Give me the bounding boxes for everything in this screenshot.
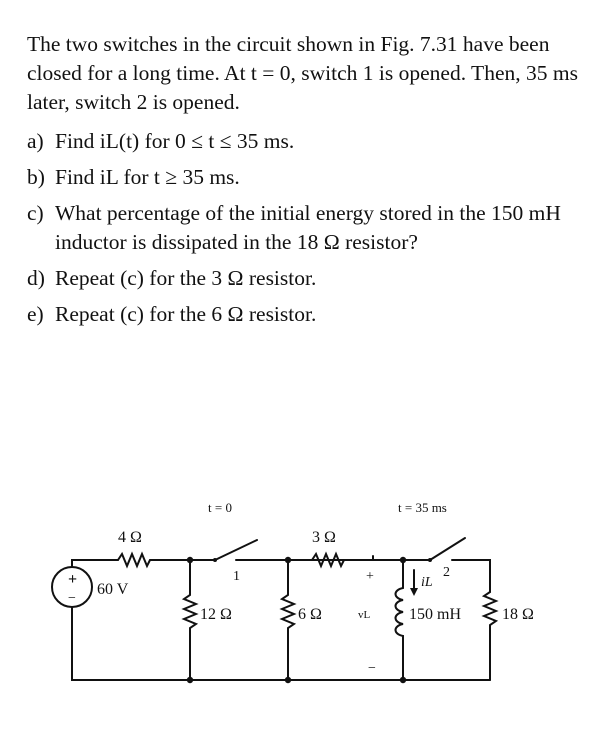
circuit-diagram <box>50 480 570 700</box>
question-c <box>27 199 592 257</box>
v-minus: − <box>368 661 376 676</box>
question-d <box>27 264 592 293</box>
question-e <box>27 300 592 329</box>
r12-label: 12 Ω <box>200 606 232 623</box>
voltage-label: vL <box>358 609 371 621</box>
source-minus: − <box>68 591 76 606</box>
node-dot <box>400 677 406 683</box>
source-label: 60 V <box>97 581 129 598</box>
question-text: Find iL(t) for 0 ≤ t ≤ 35 ms. <box>55 129 295 153</box>
resistor-12-ohm <box>184 560 196 680</box>
question-b <box>27 163 592 192</box>
r4-label: 4 Ω <box>118 529 142 546</box>
node-dot <box>400 557 406 563</box>
resistor-4-ohm <box>118 554 150 566</box>
question-label: b) <box>27 165 45 189</box>
source-plus: + <box>68 571 78 588</box>
question-list <box>27 127 592 329</box>
resistor-6-ohm <box>282 560 294 680</box>
problem-statement <box>27 30 592 336</box>
question-text: Repeat (c) for the 3 Ω resistor. <box>55 266 317 290</box>
node-dot <box>187 557 193 563</box>
switch2-number: 2 <box>443 565 450 580</box>
node-dot <box>285 677 291 683</box>
switch2-time: t = 35 ms <box>398 500 447 515</box>
inductor-150mH <box>396 588 404 680</box>
question-label: c) <box>27 201 44 225</box>
r6-label: 6 Ω <box>298 606 322 623</box>
current-arrow-head <box>410 588 418 596</box>
node-dot <box>285 557 291 563</box>
inductor-label: 150 mH <box>409 606 461 623</box>
switch1-time: t = 0 <box>208 500 232 515</box>
question-label: e) <box>27 302 44 326</box>
question-label: d) <box>27 266 45 290</box>
v-plus: + <box>366 569 374 584</box>
r3-label: 3 Ω <box>312 529 336 546</box>
question-text: What percentage of the initial energy stored in the 150 mH inductor is dissipated in the 18 Ω resistor? <box>55 201 561 254</box>
question-text: Find iL for t ≥ 35 ms. <box>55 165 240 189</box>
problem-intro: The two switches in the circuit shown in Fig. 7.31 have been closed for a long time. At t = 0, switch 1 is opened. Then, 35 ms later, switch 2 is opened. <box>27 32 578 114</box>
switch-2 <box>430 538 465 560</box>
current-label: iL <box>421 575 433 590</box>
switch2-pivot <box>428 558 432 562</box>
wire-after-switch2 <box>452 560 490 592</box>
switch1-number: 1 <box>233 569 240 584</box>
wire-top-left <box>72 560 118 566</box>
switch-1 <box>215 540 257 560</box>
node-dot <box>187 677 193 683</box>
resistor-18-ohm <box>484 592 496 680</box>
switch1-pivot <box>213 558 217 562</box>
question-label: a) <box>27 129 44 153</box>
r18-label: 18 Ω <box>502 606 534 623</box>
question-a <box>27 127 592 156</box>
question-text: Repeat (c) for the 6 Ω resistor. <box>55 302 317 326</box>
